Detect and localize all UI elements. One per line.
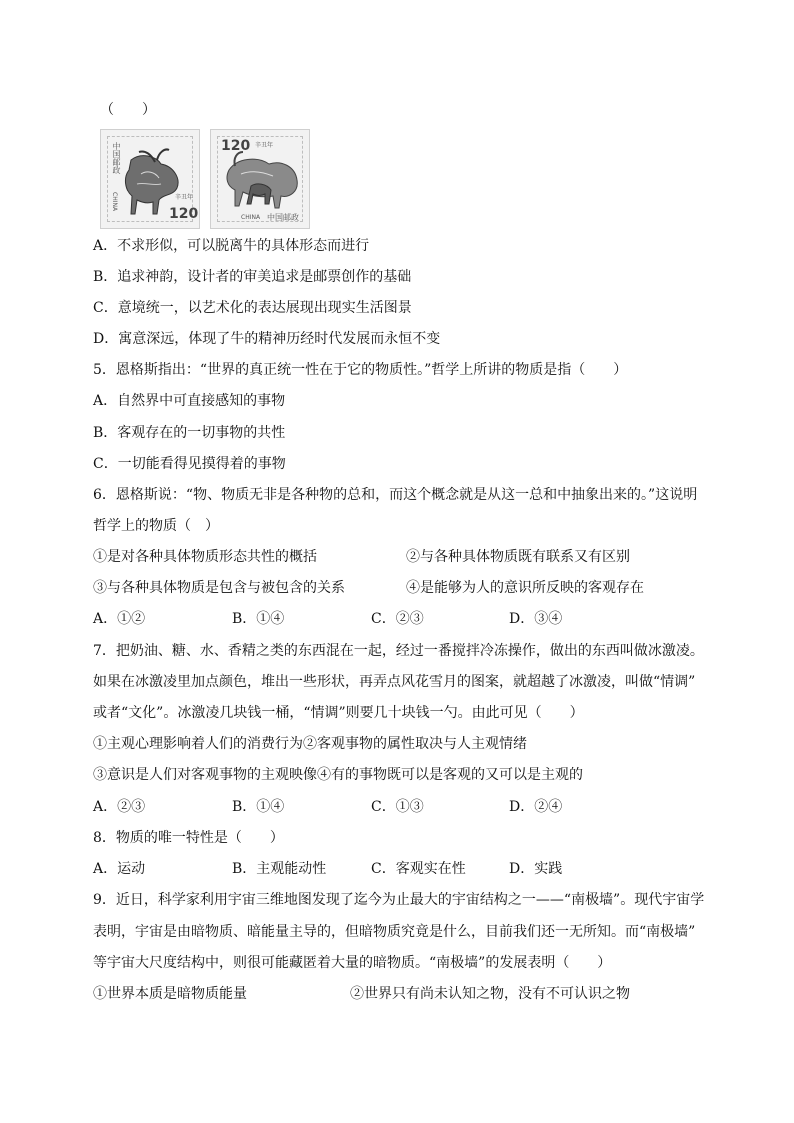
q6-stem-line-1: 6．恩格斯说：“物、物质无非是各种物的总和，而这个概念就是从这一总和中抽象出来的。”这说明 (93, 487, 698, 503)
q5-option-b: B．客观存在的一切事物的共性 (93, 425, 286, 441)
ox-pair-drawing-icon (211, 130, 311, 230)
q4-option-d: D．寓意深远，体现了牛的精神历经时代发展而永恒不变 (93, 331, 441, 347)
q8-choice-c: C．客观实在性 (371, 861, 466, 877)
ox-drawing-icon (101, 130, 201, 230)
q7-statements-3-4: ③意识是人们对客观事物的主观映像④有的事物既可以是客观的又可以是主观的 (93, 767, 583, 783)
q7-statements-1-2: ①主观心理影响着人们的消费行为②客观事物的属性取决与人主观情绪 (93, 736, 527, 752)
q6-stem-line-2: 哲学上的物质（ ） (93, 518, 219, 534)
stamp-2-value: 120 (221, 138, 251, 154)
stamp-1-value: 120 (169, 206, 199, 222)
q8-stem: 8．物质的唯一特性是（ ） (93, 830, 284, 846)
q4-option-b: B．追求神韵，设计者的审美追求是邮票创作的基础 (93, 269, 412, 285)
q8-choice-d: D．实践 (509, 861, 563, 877)
stamp-1-country-en: CHINA (111, 192, 118, 212)
q9-stem-line-2: 表明，宇宙是由暗物质、暗能量主导的，但暗物质究竟是什么，目前我们还一无所知。而“南极墙” (93, 924, 696, 940)
stamp-2-country-en: CHINA (241, 214, 261, 221)
stamp-2-series: 辛丑年 (255, 142, 274, 149)
q9-statement-2: ②世界只有尚未认知之物，没有不可认识之物 (350, 986, 630, 1002)
q8-choice-b: B．主观能动性 (232, 861, 327, 877)
q6-choice-c: C．②③ (371, 611, 424, 627)
q6-choice-b: B．①④ (232, 611, 285, 627)
q6-statement-1: ①是对各种具体物质形态共性的概括 (93, 549, 317, 565)
stamp-1-series: 辛丑年 (175, 194, 194, 201)
q6-choice-a: A．①② (93, 611, 146, 627)
answer-bracket: （ ） (100, 102, 156, 118)
q6-choice-d: D．③④ (509, 611, 563, 627)
q5-option-a: A．自然界中可直接感知的事物 (93, 393, 286, 409)
q6-statement-4: ④是能够为人的意识所反映的客观存在 (406, 580, 644, 596)
q7-choice-a: A．②③ (93, 799, 146, 815)
ox-stamp-1-image (100, 129, 200, 229)
q9-stem-line-1: 9．近日，科学家利用宇宙三维地图发现了迄今为止最大的宇宙结构之一——“南极墙”。现代宇宙学 (93, 892, 705, 908)
q6-statement-2: ②与各种具体物质既有联系又有区别 (406, 549, 630, 565)
stamp-1-country-cn: 中国邮政 (112, 142, 121, 174)
q8-choice-a: A．运动 (93, 861, 146, 877)
ox-stamp-2-image (210, 129, 310, 229)
q7-stem-line-1: 7．把奶油、糖、水、香精之类的东西混在一起，经过一番搅拌冷冻操作，做出的东西叫做冰激凌。 (93, 643, 704, 659)
q9-statement-1: ①世界本质是暗物质能量 (93, 986, 247, 1002)
q7-stem-line-2: 如果在冰激凌里加点颜色，堆出一些形状，再弄点风花雪月的图案，就超越了冰激凌，叫做“情调” (93, 674, 696, 690)
q5-option-c: C．一切能看得见摸得着的事物 (93, 456, 286, 472)
q6-statement-3: ③与各种具体物质是包含与被包含的关系 (93, 580, 345, 596)
q7-stem-line-3: 或者“文化”。冰激凌几块钱一桶，“情调”则要几十块钱一勺。由此可见（ ） (93, 705, 584, 721)
q4-option-c: C．意境统一，以艺术化的表达展现出现实生活图景 (93, 300, 412, 316)
q5-stem: 5．恩格斯指出：“世界的真正统一性在于它的物质性。”哲学上所讲的物质是指（ ） (93, 362, 628, 378)
q7-choice-b: B．①④ (232, 799, 285, 815)
stamp-2-country-cn: 中国邮政 (267, 213, 299, 222)
q4-option-a: A．不求形似，可以脱离牛的具体形态而进行 (93, 238, 370, 254)
q7-choice-d: D．②④ (509, 799, 563, 815)
q7-choice-c: C．①③ (371, 799, 424, 815)
q9-stem-line-3: 等宇宙大尺度结构中，则很可能藏匿着大量的暗物质。“南极墙”的发展表明（ ） (93, 955, 612, 971)
